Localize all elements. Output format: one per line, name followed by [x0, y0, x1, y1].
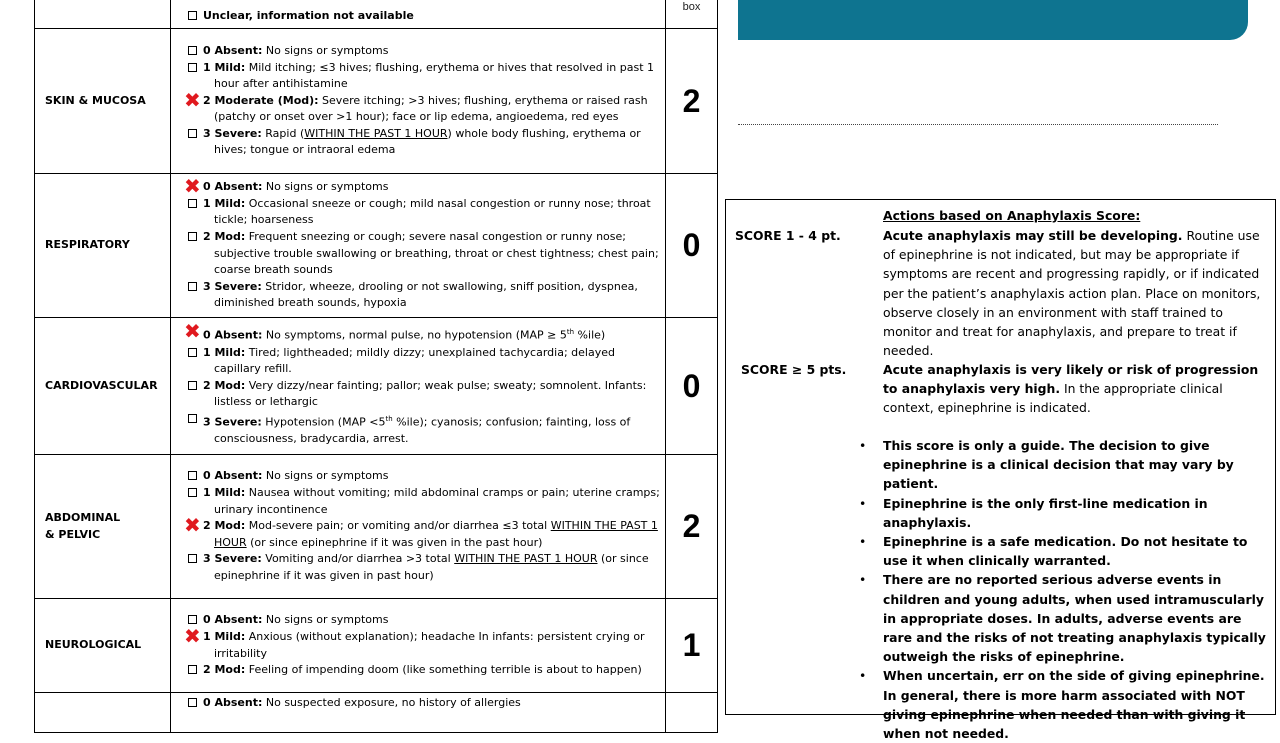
option-item	[171, 229, 661, 279]
table-row	[35, 318, 718, 455]
checkbox[interactable]	[188, 615, 197, 624]
option-underlined-text: WITHIN THE PAST 1 HOUR	[454, 552, 598, 566]
row-score[interactable]: 0	[666, 318, 718, 455]
actions-panel	[725, 199, 1276, 742]
checkbox[interactable]	[188, 698, 197, 707]
guidance-bullet	[854, 532, 1274, 570]
score-1-4-text: Routine use of epinephrine is not indicated, but may be appropriate if symptoms are recent and progressing rapidly, or if indicated per the patient’s anaphylaxis action plan. Place on monitors, observe closely in an environment with staff trained to monitor and treat for anaphylaxis, and prepare to treat if needed.	[883, 228, 1261, 359]
option-text: Frequent sneezing or cough; severe nasal congestion or runny nose; subjective trouble swallowing or breathing, throat or chest tightness; chest pain; coarse breath sounds	[214, 229, 659, 277]
score-5-text: In the appropriate clinical context, epinephrine is indicated.	[883, 381, 1223, 416]
category-label: SKIN & MUCOSA	[35, 29, 171, 174]
option-item	[171, 174, 661, 199]
option-item	[171, 695, 661, 712]
table-row	[35, 174, 718, 318]
option-unclear-label: Unclear, information not available	[203, 9, 414, 23]
option-level: 2 Moderate (Mod):	[203, 93, 319, 107]
table-row	[35, 599, 718, 693]
options-cell	[171, 318, 666, 455]
row-score[interactable]: 2	[666, 29, 718, 174]
option-item	[171, 279, 661, 312]
bullet-dot-icon: •	[859, 438, 867, 453]
guidance-bullet-text: Epinephrine is the only first-line medication in anaphylaxis.	[883, 495, 1208, 530]
option-level: 1 Mild:	[203, 486, 246, 500]
checkbox[interactable]	[188, 554, 197, 563]
checked-x-icon[interactable]: ✖	[184, 87, 201, 112]
category-label: NEUROLOGICAL	[35, 599, 171, 693]
option-text: Occasional sneeze or cough; mild nasal congestion or runny nose; throat tickle; hoarseness	[214, 196, 651, 227]
option-item	[171, 378, 661, 411]
guidance-bullet	[854, 666, 1274, 743]
category-label: CARDIOVASCULAR	[35, 318, 171, 455]
option-item	[171, 126, 661, 159]
option-item	[171, 411, 661, 448]
option-level: 2 Mod:	[203, 378, 246, 392]
option-item	[171, 43, 661, 60]
guidance-bullet	[854, 494, 1274, 532]
table-header-row	[35, 0, 718, 29]
checkbox[interactable]	[188, 199, 197, 208]
option-text: (or since epinephrine if it was given in the past hour)	[246, 535, 543, 549]
option-text: No signs or symptoms	[262, 180, 389, 194]
option-text: (or since epinephrine if it was given in past hour)	[214, 552, 649, 582]
bullet-dot-icon: •	[859, 495, 867, 511]
checkbox[interactable]	[188, 282, 197, 291]
options-cell	[171, 29, 666, 174]
option-text: Vomiting and/or diarrhea >3 total	[261, 552, 455, 566]
option-text: No symptoms, normal pulse, no hypotension (MAP ≥ 5	[262, 328, 567, 342]
guidance-bullet	[854, 436, 1274, 494]
row-score[interactable]: 2	[666, 455, 718, 599]
row-score[interactable]: 0	[666, 174, 718, 318]
option-level: 2 Mod:	[203, 229, 246, 243]
table-row	[35, 693, 718, 733]
checkbox[interactable]	[188, 63, 197, 72]
option-item	[171, 662, 661, 679]
guidance-bullet-text: This score is only a guide. The decision to give epinephrine is a clinical decision that may vary by patient.	[883, 438, 1234, 492]
option-level: 1 Mild:	[203, 629, 246, 643]
option-text: %ile)	[574, 328, 606, 342]
score-1-4-description	[883, 226, 1273, 360]
option-text: Anxious (without explanation); headache In infants: persistent crying or irritability	[214, 629, 645, 660]
score-5-label: SCORE ≥ 5 pts.	[741, 362, 847, 377]
option-level: 1 Mild:	[203, 196, 246, 210]
row-score[interactable]	[666, 693, 718, 733]
option-text: No signs or symptoms	[262, 43, 389, 57]
option-item	[171, 87, 661, 126]
checkbox[interactable]	[188, 129, 197, 138]
option-underlined-text: WITHIN THE PAST 1 HOUR	[214, 519, 658, 549]
category-label	[35, 693, 171, 733]
category-label: ABDOMINAL & PELVIC	[35, 455, 171, 599]
actions-title: Actions based on Anaphylaxis Score:	[883, 208, 1141, 223]
checkbox[interactable]	[188, 414, 197, 423]
header-category-cell	[35, 0, 171, 29]
option-item	[171, 319, 661, 344]
options-cell	[171, 599, 666, 693]
checked-x-icon[interactable]: ✖	[184, 174, 201, 199]
option-text: Rapid (	[261, 126, 305, 140]
option-item	[171, 551, 661, 584]
guidance-bullet-list	[854, 436, 1274, 743]
score-5-bold-text: Acute anaphylaxis is very likely or risk of progression to anaphylaxis very high.	[883, 362, 1259, 397]
score-header-label: box	[682, 1, 701, 13]
checkbox[interactable]	[188, 381, 197, 390]
option-item	[171, 513, 661, 551]
option-superscript: th	[566, 328, 575, 337]
checkbox[interactable]	[188, 11, 197, 20]
options-cell	[171, 693, 666, 733]
option-level: 0 Absent:	[203, 696, 263, 709]
option-text: Nausea without vomiting; mild abdominal cramps or pain; uterine cramps; urinary incontinence	[214, 486, 660, 516]
option-level: 3 Severe:	[203, 279, 262, 293]
option-level: 1 Mild:	[203, 345, 246, 359]
option-item	[171, 468, 661, 485]
checked-x-icon[interactable]: ✖	[184, 623, 201, 648]
option-text: Mod-severe pain; or vomiting and/or diarrhea ≤3 total	[245, 519, 551, 533]
option-text: Very dizzy/near fainting; pallor; weak pulse; sweaty; somnolent. Infants: listless or lethargic	[214, 378, 647, 409]
score-header-cell	[666, 0, 718, 29]
option-item	[171, 612, 661, 629]
options-cell	[171, 174, 666, 318]
option-item	[171, 60, 661, 93]
option-item	[171, 196, 661, 229]
option-text: Tired; lightheaded; mildly dizzy; unexplained tachycardia; delayed capillary refill.	[214, 345, 615, 376]
option-level: 3 Severe:	[203, 126, 262, 140]
option-level: 0 Absent:	[203, 328, 263, 342]
checkbox[interactable]	[188, 471, 197, 480]
anaphylaxis-score-table	[34, 0, 718, 733]
option-text: Severe itching; >3 hives; flushing, erythema or raised rash (patchy or onset over >1 hour); face or lip edema, angioedema, red eyes	[214, 93, 648, 124]
option-level: 0 Absent:	[203, 180, 263, 194]
dotted-separator	[738, 116, 1218, 125]
option-text: Hypotension (MAP <5	[261, 415, 386, 429]
option-level: 0 Absent:	[203, 613, 263, 627]
table-row	[35, 29, 718, 174]
option-item	[171, 345, 661, 378]
option-level: 2 Mod:	[203, 519, 246, 533]
guidance-bullet-text: When uncertain, err on the side of giving epinephrine. In general, there is more harm associated with NOT giving epinephrine when needed than with giving it when not needed.	[883, 668, 1265, 742]
option-item	[171, 485, 661, 518]
option-level: 0 Absent:	[203, 469, 263, 483]
option-text: %ile); cyanosis; confusion; fainting, loss of consciousness, bradycardia, arrest.	[214, 415, 631, 446]
option-superscript: th	[385, 414, 393, 423]
checkbox[interactable]	[188, 488, 197, 497]
checked-x-icon[interactable]: ✖	[184, 319, 201, 344]
option-level: 1 Mild:	[203, 60, 246, 74]
category-label: RESPIRATORY	[35, 174, 171, 318]
option-level: 3 Severe:	[203, 415, 262, 429]
score-5-description	[883, 360, 1273, 418]
option-text: No suspected exposure, no history of allergies	[262, 696, 521, 709]
table-row	[35, 455, 718, 599]
score-1-4-bold-text: Acute anaphylaxis may still be developing.	[883, 228, 1183, 243]
header-banner	[738, 0, 1248, 40]
option-item	[171, 623, 661, 662]
option-text: No signs or symptoms	[262, 613, 389, 627]
row-score[interactable]: 1	[666, 599, 718, 693]
guidance-bullet-text: There are no reported serious adverse events in children and young adults, when used intramuscularly in appropriate doses. In adults, adverse events are rare and the risks of not treating anaphylaxis typically outweigh the risks of epinephrine.	[883, 572, 1266, 665]
checked-x-icon[interactable]: ✖	[184, 513, 201, 538]
checkbox[interactable]	[188, 46, 197, 55]
score-1-4-label: SCORE 1 - 4 pt.	[735, 228, 841, 243]
option-underlined-text: WITHIN THE PAST 1 HOUR	[304, 126, 448, 140]
option-text: ) whole body flushing, erythema or hives; tongue or intraoral edema	[214, 126, 641, 157]
option-text: Mild itching; ≤3 hives; flushing, erythema or hives that resolved in past 1 hour after antihistamine	[214, 60, 655, 91]
checkbox[interactable]	[188, 348, 197, 357]
option-level: 2 Mod:	[203, 663, 246, 677]
guidance-bullet	[854, 570, 1274, 666]
option-text: Stridor, wheeze, drooling or not swallowing, sniff position, dyspnea, diminished breath sounds, hypoxia	[214, 279, 638, 310]
bullet-dot-icon: •	[859, 534, 867, 550]
option-text: No signs or symptoms	[262, 469, 389, 483]
option-text: Feeling of impending doom (like something terrible is about to happen)	[245, 663, 642, 677]
bullet-dot-icon: •	[859, 572, 867, 588]
option-level: 3 Severe:	[203, 552, 262, 566]
guidance-bullet-text: Epinephrine is a safe medication. Do not hesitate to use it when clinically warranted.	[883, 534, 1248, 569]
checkbox[interactable]	[188, 665, 197, 674]
bullet-dot-icon: •	[859, 668, 867, 684]
option-level: 0 Absent:	[203, 43, 263, 57]
header-option-cell	[171, 0, 666, 29]
checkbox[interactable]	[188, 232, 197, 241]
options-cell	[171, 455, 666, 599]
